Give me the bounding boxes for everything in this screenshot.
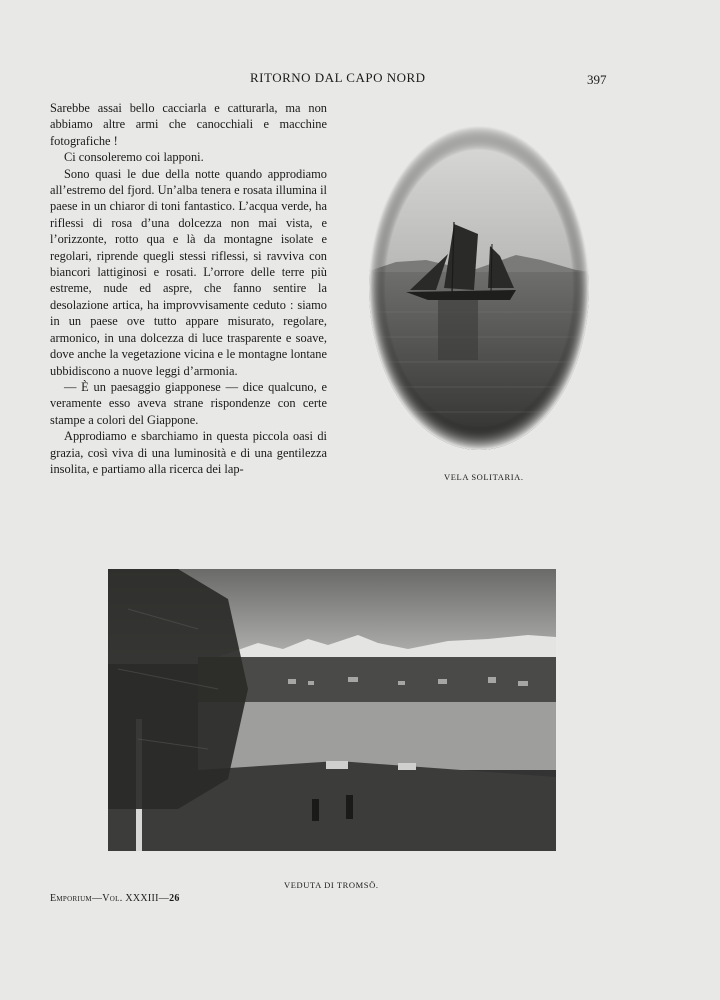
publication-line: Emporium—Vol. XXXIII— xyxy=(50,893,170,904)
running-title: RITORNO DAL CAPO NORD xyxy=(250,70,426,85)
tromso-caption: VEDUTA DI TROMSÖ. xyxy=(284,880,379,890)
paragraph: Sono quasi le due della notte quando approdiamo all’estremo del fjord. Un’alba tenera e rosata illumina il paese in un chiaror di toni fantastico. L’acqua verde, ha riflessi di rosa d’una dolcezza non mai vista, e l’orizzonte, rotto qua e là da montagne isolate e regolari, riprende quegli stessi riflessi, si ravviva con biancori lattiginosi e rosati. L’orrore delle terre più estreme, nude ed aspre, che fanno sentire la desolazione artica, ha improvvisamente ceduto : siamo in un paese ove tutto appare misurato, regolare, armonico, in una dolcezza di luce trasparente e soave, dove anche la vegetazione vicina e le montagne lontane ubbidiscono a nuove leggi d’armonia. xyxy=(50,166,327,378)
paragraph: Ci consoleremo coi lapponi. xyxy=(64,150,204,165)
paragraph: Sarebbe assai bello cacciarla e catturarla, ma non abbiamo altre armi che canocchiali e macchine fotografiche ! xyxy=(50,101,327,148)
tromso-photo xyxy=(108,569,556,851)
paragraph: — È un paesaggio giapponese — dice qualcuno, e veramente esso aveva strane rispondenze con certe stampe a colori del Giappone. xyxy=(50,379,327,427)
article-text xyxy=(50,100,327,477)
sail-caption: VELA SOLITARIA. xyxy=(444,472,524,482)
sailboat-photo xyxy=(366,122,592,454)
footer xyxy=(50,893,180,904)
signature-number: 26 xyxy=(169,893,180,904)
page-number: 397 xyxy=(587,72,607,87)
paragraph: Approdiamo e sbarchiamo in questa piccola oasi di grazia, così viva di una luminosità e di una gentilezza insolita, e partiamo alla ricerca dei lap- xyxy=(50,429,327,476)
